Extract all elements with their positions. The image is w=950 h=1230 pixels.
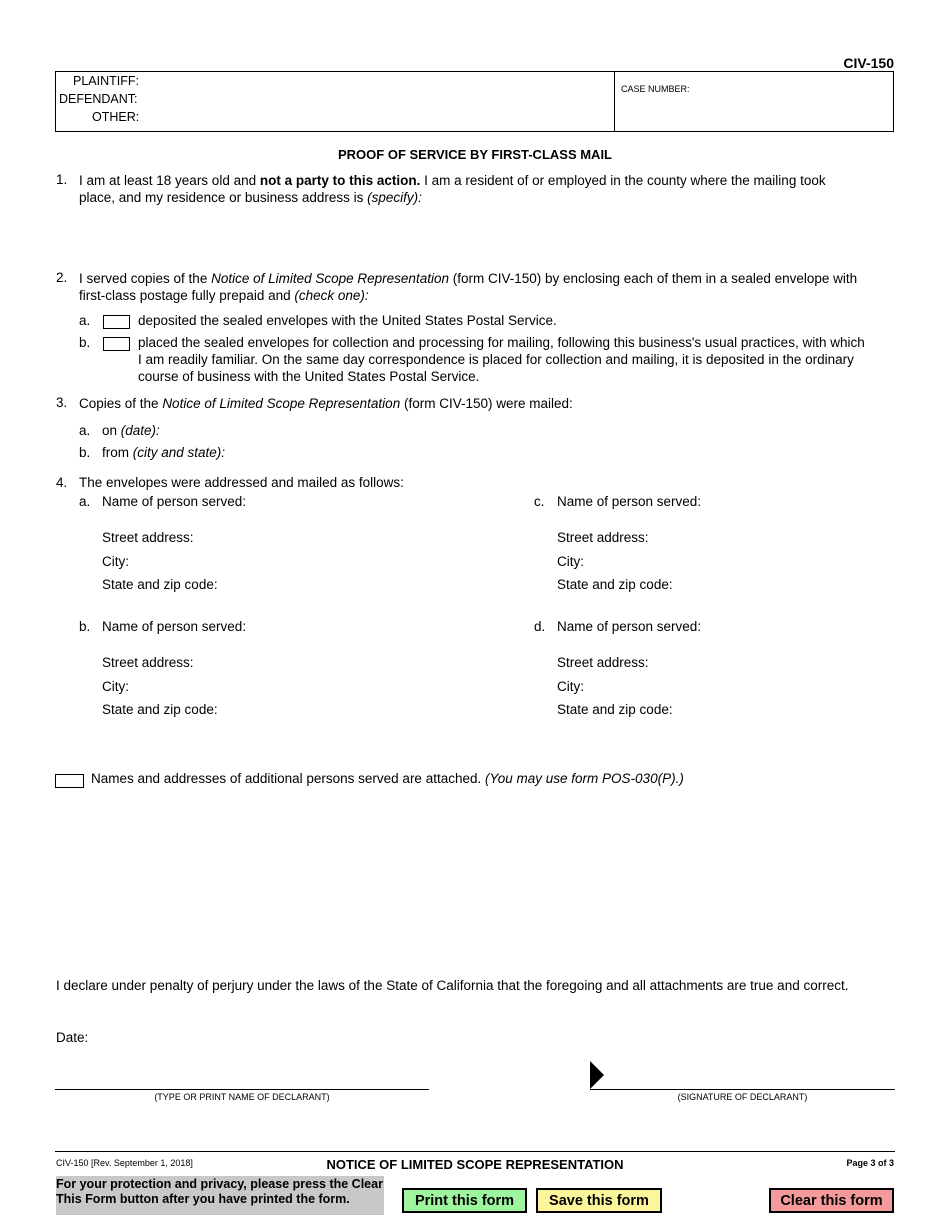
signature-arrow-icon — [590, 1061, 604, 1089]
declarant-name-caption: (TYPE OR PRINT NAME OF DECLARANT) — [154, 1092, 330, 1102]
person-c-state-zip: State and zip code: — [557, 577, 673, 592]
item2a-text: deposited the sealed envelopes with the United States Postal Service. — [138, 313, 557, 328]
person-d-street: Street address: — [557, 655, 649, 670]
form-id: CIV-150 — [843, 55, 894, 71]
signature-caption: (SIGNATURE OF DECLARANT) — [677, 1092, 808, 1102]
privacy-notice: For your protection and privacy, please press the Clear This Form button after you have printed the form. — [56, 1176, 384, 1215]
person-a-city: City: — [102, 554, 129, 569]
other-label: OTHER: — [92, 110, 140, 124]
person-b-city: City: — [102, 679, 129, 694]
case-number-label: CASE NUMBER: — [621, 84, 690, 94]
item3a-text: on (date): — [102, 423, 160, 438]
item3-number: 3. — [56, 395, 68, 410]
person-b-name: Name of person served: — [102, 619, 247, 634]
caption-box — [55, 71, 894, 132]
person-d-state-zip: State and zip code: — [557, 702, 673, 717]
item3b-text: from (city and state): — [102, 445, 226, 460]
footer-title: NOTICE OF LIMITED SCOPE REPRESENTATION — [326, 1157, 624, 1172]
plaintiff-label: PLAINTIFF: — [73, 74, 139, 88]
person-b-state-zip: State and zip code: — [102, 702, 218, 717]
item4-text: The envelopes were addressed and mailed as follows: — [79, 475, 404, 490]
item3b-label: b. — [79, 445, 91, 460]
signature-line — [590, 1089, 895, 1090]
item2-text: I served copies of the Notice of Limited Scope Representation (form CIV-150) by enclosing each of them in a sealed envelope with first-class postage fully prepaid and (check one): — [79, 271, 858, 303]
caption-divider — [614, 71, 615, 132]
person-b-label: b. — [79, 619, 91, 634]
person-a-label: a. — [79, 494, 91, 509]
save-form-button[interactable]: Save this form — [536, 1188, 662, 1213]
person-c-city: City: — [557, 554, 584, 569]
person-d-label: d. — [534, 619, 546, 634]
person-a-street: Street address: — [102, 530, 194, 545]
item2b-text: placed the sealed envelopes for collection and processing for mailing, following this business's usual practices, with which I am readily familiar. On the same day correspondence is placed for collection and mailing, it is deposited in the ordinary course of business with the United States Postal Service. — [138, 335, 865, 384]
person-b-street: Street address: — [102, 655, 194, 670]
additional-persons-text: Names and addresses of additional persons served are attached. (You may use form POS-030(P).) — [91, 771, 684, 786]
person-a-name: Name of person served: — [102, 494, 247, 509]
clear-form-button[interactable]: Clear this form — [769, 1188, 894, 1213]
item4-number: 4. — [56, 475, 68, 490]
item3a-label: a. — [79, 423, 91, 438]
item2a-label: a. — [79, 313, 91, 328]
defendant-label: DEFENDANT: — [59, 92, 138, 106]
print-form-button[interactable]: Print this form — [402, 1188, 527, 1213]
page-title: PROOF OF SERVICE BY FIRST-CLASS MAIL — [338, 147, 612, 162]
item2b-checkbox[interactable] — [103, 337, 130, 351]
item1-text: I am at least 18 years old and not a party to this action. I am a resident of or employed in the county where the mailing took place, and my residence or business address is (specify): — [79, 173, 826, 205]
item2b-label: b. — [79, 335, 91, 350]
item1-number: 1. — [56, 172, 68, 187]
footer-rule — [55, 1151, 895, 1152]
date-label: Date: — [56, 1030, 89, 1045]
person-c-name: Name of person served: — [557, 494, 702, 509]
person-d-city: City: — [557, 679, 584, 694]
item2a-checkbox[interactable] — [103, 315, 130, 329]
item3-text: Copies of the Notice of Limited Scope Representation (form CIV-150) were mailed: — [79, 396, 573, 411]
person-c-label: c. — [534, 494, 545, 509]
person-a-state-zip: State and zip code: — [102, 577, 218, 592]
footer-revision: CIV-150 [Rev. September 1, 2018] — [56, 1158, 193, 1168]
person-c-street: Street address: — [557, 530, 649, 545]
person-d-name: Name of person served: — [557, 619, 702, 634]
declaration-text: I declare under penalty of perjury under the laws of the State of California that the foregoing and all attachments are true and correct. — [56, 978, 849, 993]
declarant-name-line — [55, 1089, 429, 1090]
additional-persons-checkbox[interactable] — [55, 774, 84, 788]
footer-page-number: Page 3 of 3 — [846, 1158, 894, 1168]
item2-number: 2. — [56, 270, 68, 285]
